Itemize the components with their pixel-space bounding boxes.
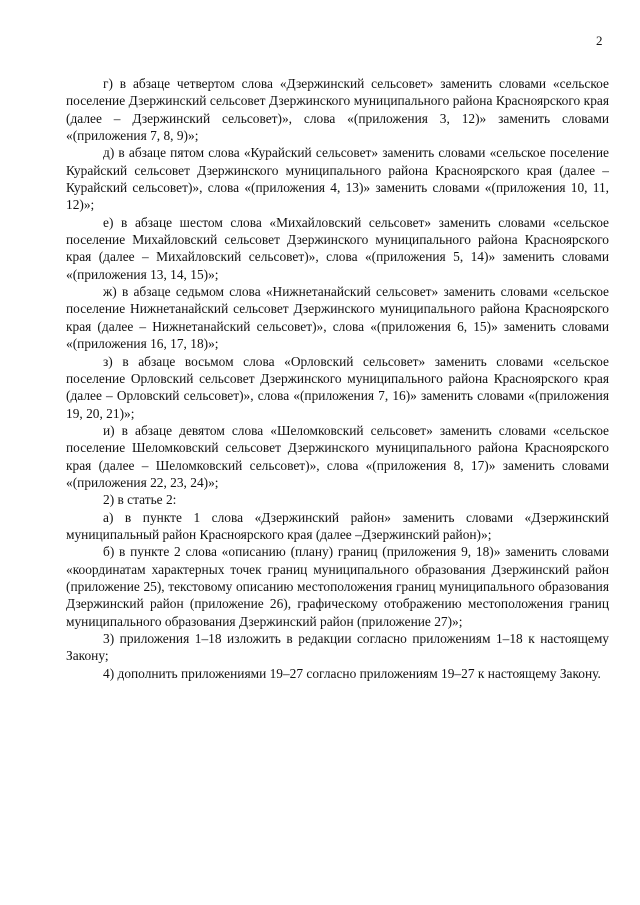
document-body	[66, 75, 609, 682]
paragraph-article-2-point-1: а) в пункте 1 слова «Дзержинский район» заменить словами «Дзержинский муниципальный район Красноярского края (далее –Дзержинский район)»;	[66, 509, 609, 542]
paragraph-amend-nizhnetanaysky: ж) в абзаце седьмом слова «Нижнетанайский сельсовет» заменить словами «сельское поселение Нижнетанайский сельсовет Дзержинского муниципального района Красноярского края (далее – Нижнетанайский сельсовет)», слова «(приложения 6, 15)» заменить словами «(приложения 16, 17, 18)»;	[66, 284, 609, 352]
paragraph-appendices-19-27: 4) дополнить приложениями 19–27 согласно приложениям 19–27 к настоящему Закону.	[103, 665, 601, 681]
paragraph-appendices-1-18: 3) приложения 1–18 изложить в редакции согласно приложениям 1–18 к настоящему Закону;	[66, 631, 609, 664]
page-number: 2	[596, 33, 603, 48]
paragraph-article-2-point-2: б) в пункте 2 слова «описанию (плану) границ (приложения 9, 18)» заменить словами «координатам характерных точек границ муниципального образования Дзержинский район (приложение 25), текстовому описанию местоположения границ муниципального образования Дзержинский район (приложение 26), графическому отображению местоположения границ муниципального образования Дзержинский район (приложение 27)»;	[66, 544, 609, 629]
paragraph-amend-dzerzhinsky: г) в абзаце четвертом слова «Дзержинский сельсовет» заменить словами «сельское поселение Дзержинский сельсовет Дзержинского муниципального района Красноярского края (далее – Дзержинский сельсовет)», слова «(приложения 3, 12)» заменить словами «(приложения 7, 8, 9)»;	[66, 76, 609, 144]
paragraph-amend-mikhaylovsky: е) в абзаце шестом слова «Михайловский сельсовет» заменить словами «сельское поселение Михайловский сельсовет Дзержинского муниципального района Красноярского края (далее – Михайловский сельсовет)», слова «(приложения 5, 14)» заменить словами «(приложения 13, 14, 15)»;	[66, 214, 609, 282]
paragraph-article-2-heading: 2) в статье 2:	[103, 492, 177, 508]
paragraph-amend-orlovsky: з) в абзаце восьмом слова «Орловский сельсовет» заменить словами «сельское поселение Орловский сельсовет Дзержинского муниципального района Красноярского края (далее – Орловский сельсовет)», слова «(приложения 7, 16)» заменить словами «(приложения 19, 20, 21)»;	[66, 353, 609, 421]
paragraph-amend-kuraysky: д) в абзаце пятом слова «Курайский сельсовет» заменить словами «сельское поселение Курайский сельсовет Дзержинского муниципального района Красноярского края (далее – Курайский сельсовет)», слова «(приложения 4, 13)» заменить словами «(приложения 10, 11, 12)»;	[66, 145, 609, 213]
paragraph-amend-shelomkovsky: и) в абзаце девятом слова «Шеломковский сельсовет» заменить словами «сельское поселение Шеломковский сельсовет Дзержинского муниципального района Красноярского края (далее – Шеломковский сельсовет)», слова «(приложения 8, 17)» заменить словами «(приложения 22, 23, 24)»;	[66, 422, 609, 490]
